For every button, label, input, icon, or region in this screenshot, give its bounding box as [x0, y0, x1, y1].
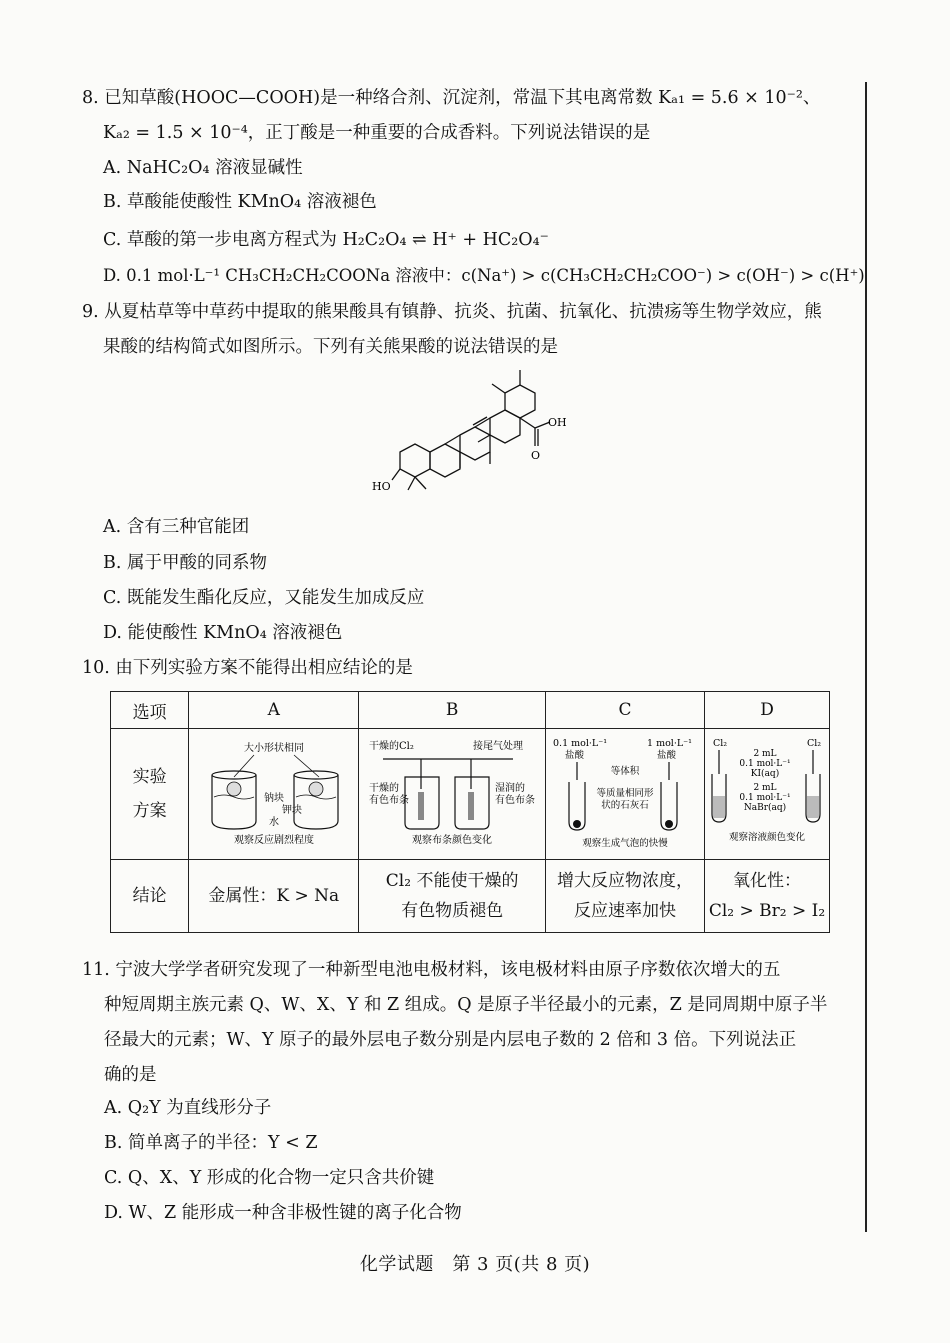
- q11-stem-line4: 确的是: [104, 1065, 157, 1085]
- scheme-d-nabr-2: 0.1 mol·L⁻¹: [739, 792, 791, 803]
- conclusion-b: [359, 860, 546, 933]
- table-header-row: [111, 692, 830, 729]
- scheme-c-right-conc: 1 mol·L⁻¹: [647, 737, 693, 749]
- scheme-d-ki-1: 2 mL: [753, 748, 777, 759]
- q11-stem-line2: 种短周期主族元素 Q、W、X、Y 和 Z 组成。Q 是原子半径最小的元素，Z 是同周期中原子半: [104, 995, 828, 1015]
- q11-option-c: C. Q、X、Y 形成的化合物一定只含共价键: [104, 1168, 435, 1188]
- scheme-label-1: 实验: [132, 767, 167, 787]
- structure-o-label: O: [531, 449, 541, 462]
- header-a: A: [189, 692, 359, 729]
- conclusion-c: [546, 860, 705, 933]
- table-scheme-row: [111, 729, 830, 860]
- q8-option-b: B. 草酸能使酸性 KMnO₄ 溶液褪色: [103, 192, 377, 212]
- scheme-d-cl2-left: Cl₂: [713, 737, 728, 749]
- scheme-d-nabr-1: 2 mL: [753, 782, 777, 793]
- ursolic-acid-structure: [370, 362, 580, 502]
- scheme-c-diagram: [549, 734, 701, 850]
- conclusion-c-1: 增大反应物浓度，: [557, 871, 694, 891]
- scheme-a-cell: [189, 729, 359, 860]
- scheme-c-caption: 观察生成气泡的快慢: [582, 837, 668, 849]
- q9-stem-line1: 9. 从夏枯草等中草药中提取的熊果酸具有镇静、抗炎、抗菌、抗氧化、抗溃疡等生物学效应，熊: [82, 302, 822, 322]
- scheme-d-caption: 观察溶液颜色变化: [728, 831, 806, 843]
- scheme-c-left-conc: 0.1 mol·L⁻¹: [553, 737, 608, 749]
- q8-option-c: C. 草酸的第一步电离方程式为 H₂C₂O₄ ⇌ H⁺ + HC₂O₄⁻: [103, 230, 549, 250]
- q8-stem-line2: Kₐ₂ = 1.5 × 10⁻⁴，正丁酸是一种重要的合成香料。下列说法错误的是: [103, 123, 651, 143]
- conclusion-label: 结论: [111, 860, 189, 933]
- q10-stem: 10. 由下列实验方案不能得出相应结论的是: [82, 658, 413, 678]
- conclusion-d-2: Cl₂ > Br₂ > I₂: [708, 901, 826, 921]
- scheme-c-volume-label: 等体积: [610, 765, 640, 777]
- q11-option-b: B. 简单离子的半径：Y < Z: [104, 1133, 318, 1153]
- scheme-a-na-label: 钠块: [263, 792, 284, 804]
- scheme-d-cell: [705, 729, 830, 860]
- scheme-c-left-acid: 盐酸: [565, 749, 585, 761]
- conclusion-b-1: Cl₂ 不能使干燥的: [385, 871, 519, 891]
- structure-oh-label: OH: [548, 416, 567, 429]
- page-margin-line: [865, 82, 867, 1232]
- scheme-b-tail-label: 接尾气处理: [473, 740, 524, 752]
- scheme-a-water-label: 水: [268, 816, 279, 828]
- scheme-d-nabr-3: NaBr(aq): [743, 802, 787, 813]
- scheme-c-stone-2: 状的石灰石: [601, 799, 649, 811]
- q9-option-c: C. 既能发生酯化反应，又能发生加成反应: [103, 588, 425, 608]
- conclusion-a: 金属性：K > Na: [189, 860, 359, 933]
- scheme-c-right-acid: 盐酸: [657, 749, 677, 761]
- scheme-label-2: 方案: [132, 801, 167, 821]
- structure-ho-label: HO: [372, 480, 391, 493]
- conclusion-b-2: 有色物质褪色: [401, 901, 504, 921]
- q8-option-d: D. 0.1 mol·L⁻¹ CH₃CH₂CH₂COONa 溶液中：c(Na⁺) > c(CH₃CH₂CH₂COO⁻) > c(OH⁻) > c(H⁺): [103, 266, 865, 285]
- scheme-a-k-label: 钾块: [281, 804, 302, 816]
- scheme-b-diagram: [363, 737, 541, 847]
- header-b: B: [359, 692, 546, 729]
- q9-stem-line2: 果酸的结构简式如图所示。下列有关熊果酸的说法错误的是: [103, 337, 558, 357]
- scheme-b-caption: 观察布条颜色变化: [412, 834, 493, 846]
- q11-stem-line1: 11. 宁波大学学者研究发现了一种新型电池电极材料，该电极材料由原子序数依次增大的五: [82, 960, 781, 980]
- conclusion-d-1: 氧化性：: [733, 871, 801, 891]
- scheme-c-cell: [546, 729, 705, 860]
- header-c: C: [546, 692, 705, 729]
- scheme-d-cl2-right: Cl₂: [807, 737, 822, 749]
- q11-stem-line3: 径最大的元素；W、Y 原子的最外层电子数分别是内层电子数的 2 倍和 3 倍。下列说法正: [104, 1030, 797, 1050]
- scheme-a-diagram: [194, 737, 354, 847]
- q8-option-a: A. NaHC₂O₄ 溶液显碱性: [103, 158, 303, 178]
- scheme-label: [111, 729, 189, 860]
- q9-option-b: B. 属于甲酸的同系物: [103, 553, 267, 573]
- scheme-b-wet-cloth-2: 有色布条: [495, 794, 536, 806]
- header-d: D: [705, 692, 830, 729]
- header-option: 选项: [111, 692, 189, 729]
- scheme-a-top-label: 大小形状相同: [243, 742, 304, 754]
- scheme-d-ki-3: KI(aq): [750, 768, 780, 779]
- page-footer: 化学试题 第 3 页(共 8 页): [359, 1254, 591, 1275]
- conclusion-d: [705, 860, 830, 933]
- q11-option-a: A. Q₂Y 为直线形分子: [104, 1098, 272, 1118]
- scheme-b-dry-cloth-1: 干燥的: [369, 782, 400, 794]
- scheme-a-caption: 观察反应剧烈程度: [233, 834, 314, 846]
- conclusion-c-2: 反应速率加快: [574, 901, 677, 921]
- q11-option-d: D. W、Z 能形成一种含非极性键的离子化合物: [104, 1203, 462, 1223]
- scheme-b-dry-cloth-2: 有色布条: [369, 794, 410, 806]
- experiment-table: [110, 691, 830, 933]
- table-conclusion-row: [111, 860, 830, 933]
- q9-option-a: A. 含有三种官能团: [103, 517, 250, 537]
- q8-stem-line1: 8. 已知草酸(HOOC—COOH)是一种络合剂、沉淀剂，常温下其电离常数 Kₐ₁ = 5.6 × 10⁻²、: [82, 88, 821, 108]
- scheme-b-wet-cloth-1: 湿润的: [495, 782, 526, 794]
- scheme-d-diagram: [707, 734, 827, 850]
- scheme-c-stone-1: 等质量相同形: [596, 787, 654, 799]
- scheme-d-ki-2: 0.1 mol·L⁻¹: [739, 758, 791, 769]
- scheme-b-cell: [359, 729, 546, 860]
- scheme-b-dry-cl2-label: 干燥的Cl₂: [369, 740, 414, 752]
- q9-option-d: D. 能使酸性 KMnO₄ 溶液褪色: [103, 623, 343, 643]
